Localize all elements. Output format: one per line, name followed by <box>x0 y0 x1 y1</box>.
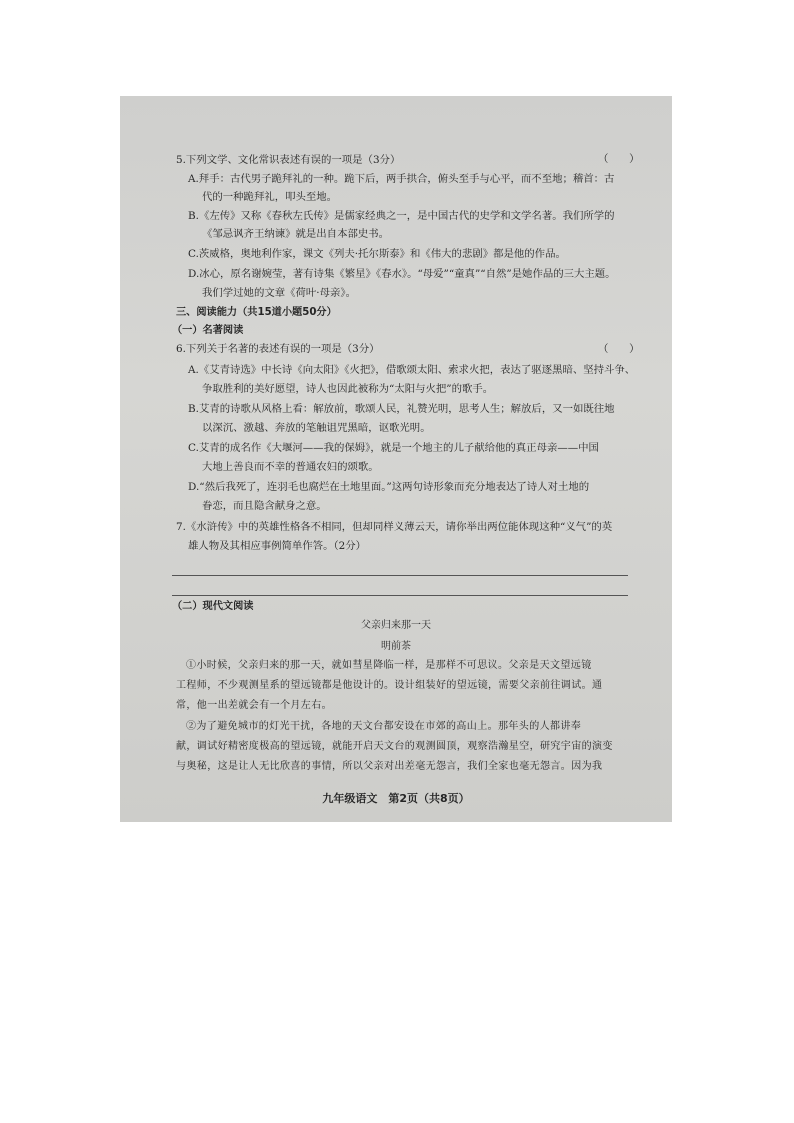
page-footer: 九年级语文 第2页（共8页） <box>322 792 470 805</box>
q5-option-a-line1: A.拜手：古代男子跪拜礼的一种。跪下后，两手拱合，俯头至手与心平，而不至地；稽首：古 <box>188 173 615 185</box>
answer-line-2 <box>172 595 628 596</box>
essay-p2-line2: 献，调试好精密度极高的望远镜，就能开启天文台的观测圆顶，观察浩瀚星空，研究宇宙的演变 <box>176 741 613 752</box>
q5-option-d-line1: D.冰心，原名谢婉莹，著有诗集《繁星》《春水》。“母爱”“童真”“自然”是她作品的三大主题。 <box>188 268 616 280</box>
essay-author: 明前茶 <box>381 641 411 652</box>
essay-p2-line3: 与奥秘，这是让人无比欣喜的事情，所以父亲对出差毫无怨言，我们全家也毫无怨言。因为我 <box>176 761 603 772</box>
q5-option-b-line1: B.《左传》又称《春秋左氏传》是儒家经典之一，是中国古代的史学和文学名著。我们所学的 <box>188 210 615 222</box>
essay-p1-line3: 常，他一出差就会有一个月左右。 <box>176 700 332 711</box>
essay-p1-line2: 工程师，不少观测星系的望远镜都是他设计的。设计组装好的望远镜，需要父亲前往调试。通 <box>176 680 603 691</box>
essay-title: 父亲归来那一天 <box>361 620 431 631</box>
q6-option-d-line2: 眷恋，而且隐含献身之意。 <box>202 500 327 512</box>
essay-p2-line1: ②为了避免城市的灯光干扰，各地的天文台都安设在市郊的高山上。那年头的人都讲奉 <box>186 721 582 732</box>
essay-p1-line1: ①小时候，父亲归来的那一天，就如彗星降临一样，是那样不可思议。父亲是天文望远镜 <box>186 660 592 671</box>
part-2-heading: （二）现代文阅读 <box>172 601 254 612</box>
q7-line1: 7.《水浒传》中的英雄性格各不相同，但却同样义薄云天，请你举出两位能体现这种“义气”的英 <box>176 521 613 533</box>
q6-option-a-line1: A.《艾青诗选》中长诗《向太阳》《火把》，借歌颂太阳、索求火把，表达了驱逐黑暗、坚持斗争、 <box>188 364 636 376</box>
q6-option-c-line1: C.艾青的成名作《大堰河——我的保姆》，就是一个地主的儿子献给他的真正母亲——中国 <box>188 442 599 454</box>
q6-stem: 6.下列关于名著的表述有误的一项是（3分） <box>176 343 380 355</box>
part-1-heading: （一）名著阅读 <box>172 325 244 336</box>
q6-option-b-line2: 以深沉、激越、奔放的笔触诅咒黑暗，讴歌光明。 <box>202 422 431 434</box>
q5-stem: 5.下列文学、文化常识表述有误的一项是（3分） <box>176 154 401 166</box>
exam-page <box>120 96 672 822</box>
q5-option-a-line2: 代的一种跪拜礼，叩头至地。 <box>202 191 338 203</box>
q5-answer-blank: （ ） <box>598 153 640 165</box>
q5-option-c: C.茨威格，奥地利作家，课文《列夫·托尔斯泰》和《伟大的悲剧》都是他的作品。 <box>188 248 566 260</box>
q7-line2: 雄人物及其相应事例简单作答。（2分） <box>188 540 367 552</box>
answer-line-1 <box>172 575 628 576</box>
q5-option-b-line2: 《邹忌讽齐王纳谏》就是出自本部史书。 <box>202 228 390 240</box>
section-3-heading: 三、阅读能力（共15道小题50分） <box>176 307 337 318</box>
q5-option-d-line2: 我们学过她的文章《荷叶·母亲》。 <box>202 287 356 299</box>
q6-option-c-line2: 大地上善良而不幸的普通农妇的颂歌。 <box>202 461 379 473</box>
q6-answer-blank: （ ） <box>598 343 640 355</box>
q6-option-b-line1: B.艾青的诗歌从风格上看：解放前，歌颂人民，礼赞光明，思考人生；解放后，又一如既往地 <box>188 403 615 415</box>
q6-option-a-line2: 争取胜利的美好愿望，诗人也因此被称为“太阳与火把”的歌手。 <box>202 383 494 395</box>
q6-option-d-line1: D.“然后我死了，连羽毛也腐烂在土地里面。”这两句诗形象而充分地表达了诗人对土地的 <box>188 481 590 493</box>
